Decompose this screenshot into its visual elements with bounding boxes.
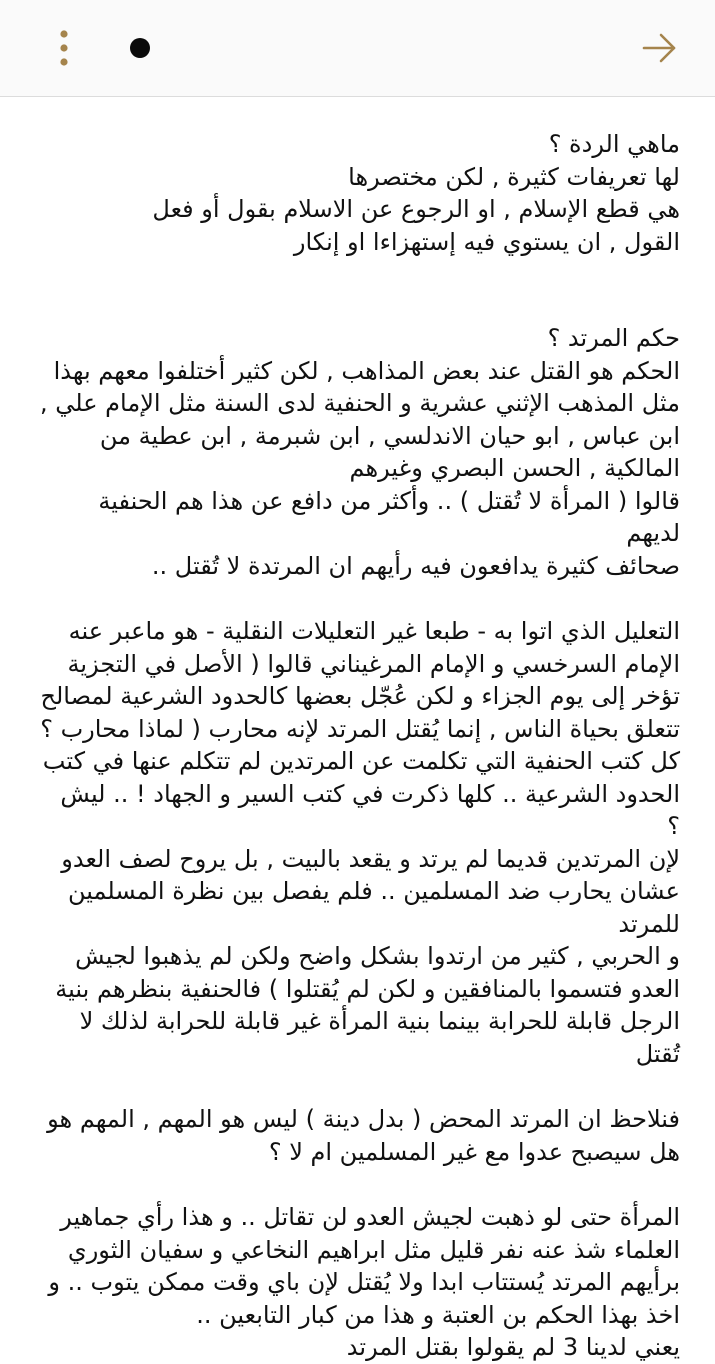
back-button[interactable] <box>636 26 684 70</box>
paragraph-gap <box>40 582 680 615</box>
overflow-menu-button[interactable] <box>44 26 84 70</box>
paragraph-gap <box>40 1070 680 1103</box>
paragraph-gap <box>40 258 680 322</box>
top-app-bar <box>0 0 715 97</box>
more-vertical-icon <box>58 28 70 68</box>
arrow-right-icon <box>642 32 678 64</box>
dot-icon <box>130 38 150 58</box>
paragraph-apostate-ruling: حكم المرتد ؟ الحكم هو القتل عند بعض المذاهب , لكن كثير أختلفوا معهم بهذا مثل المذهب الإثني عشرية و الحنفية لدى السنة مثل الإمام علي , ابن عباس , ابو حيان الاندلسي , ابن شبرمة , ابن عطية من المالكية , الحسن البصري وغيرهم قالوا ( المرأة لا تُقتل ) .. وأكثر من دافع عن هذا هم الحنفية لديهم صحائف كثيرة يدافعون فيه رأيهم ان المرتدة لا تُقتل .. <box>40 324 680 580</box>
paragraph-observation: فنلاحظ ان المرتد المحض ( بدل دينة ) ليس هو المهم , المهم هو هل سيصبح عدوا مع غير المسلمين ام لا ؟ <box>47 1105 680 1166</box>
post-body <box>40 128 680 1361</box>
paragraph-reasoning: التعليل الذي اتوا به - طبعا غير التعليلات النقلية - هو ماعبر عنه الإمام السرخسي و الإمام المرغيناني قالوا ( الأصل في التجزية تؤخر إلى يوم الجزاء و لكن عُجّل بعضها كالحدود الشرعية لمصالح تتعلق بحياة الناس , إنما يُقتل المرتد لإنه محارب ( لماذا محارب ؟ كل كتب الحنفية التي تكلمت عن المرتدين لم تتكلم عنها في كتب الحدود الشرعية .. كلها ذكرت في كتب السير و الجهاد ! .. ليش ؟ لإن المرتدين قديما لم يرتد و يقعد بالبيت , بل يروح لصف العدو عشان يحارب ضد المسلمين .. فلم يفصل بين نظرة المسلمين للمرتد و الحربي , كثير من ارتدوا بشكل واضح ولكن لم يذهبوا لجيش العدو فتسموا بالمنافقين و لكن لم يُقتلوا ) فالحنفية بنظرهم بنية الرجل قابلة للحرابة بينما بنية المرأة غير قابلة للحرابة لذلك لا تُقتل <box>40 617 680 1068</box>
paragraph-women-opinion: المرأة حتى لو ذهبت لجيش العدو لن تقاتل .. و هذا رأي جماهير العلماء شذ عنه نفر قليل مثل ابراهيم النخاعي و سفيان الثوري برأيهم المرتد يُستتاب ابدا ولا يُقتل لإن باي وقت ممكن يتوب .. و اخذ بهذا الحكم بن العتبة و هذا من كبار التابعين .. يعني لدينا 3 لم يقولوا بقتل المرتد <box>48 1203 680 1361</box>
paragraph-riddah-definition: ماهي الردة ؟ لها تعريفات كثيرة , لكن مختصرها هي قطع الإسلام , او الرجوع عن الاسلام بقول أو فعل القول , ان يستوي فيه إستهزاءا او إنكار <box>152 130 680 256</box>
paragraph-gap <box>40 1168 680 1201</box>
